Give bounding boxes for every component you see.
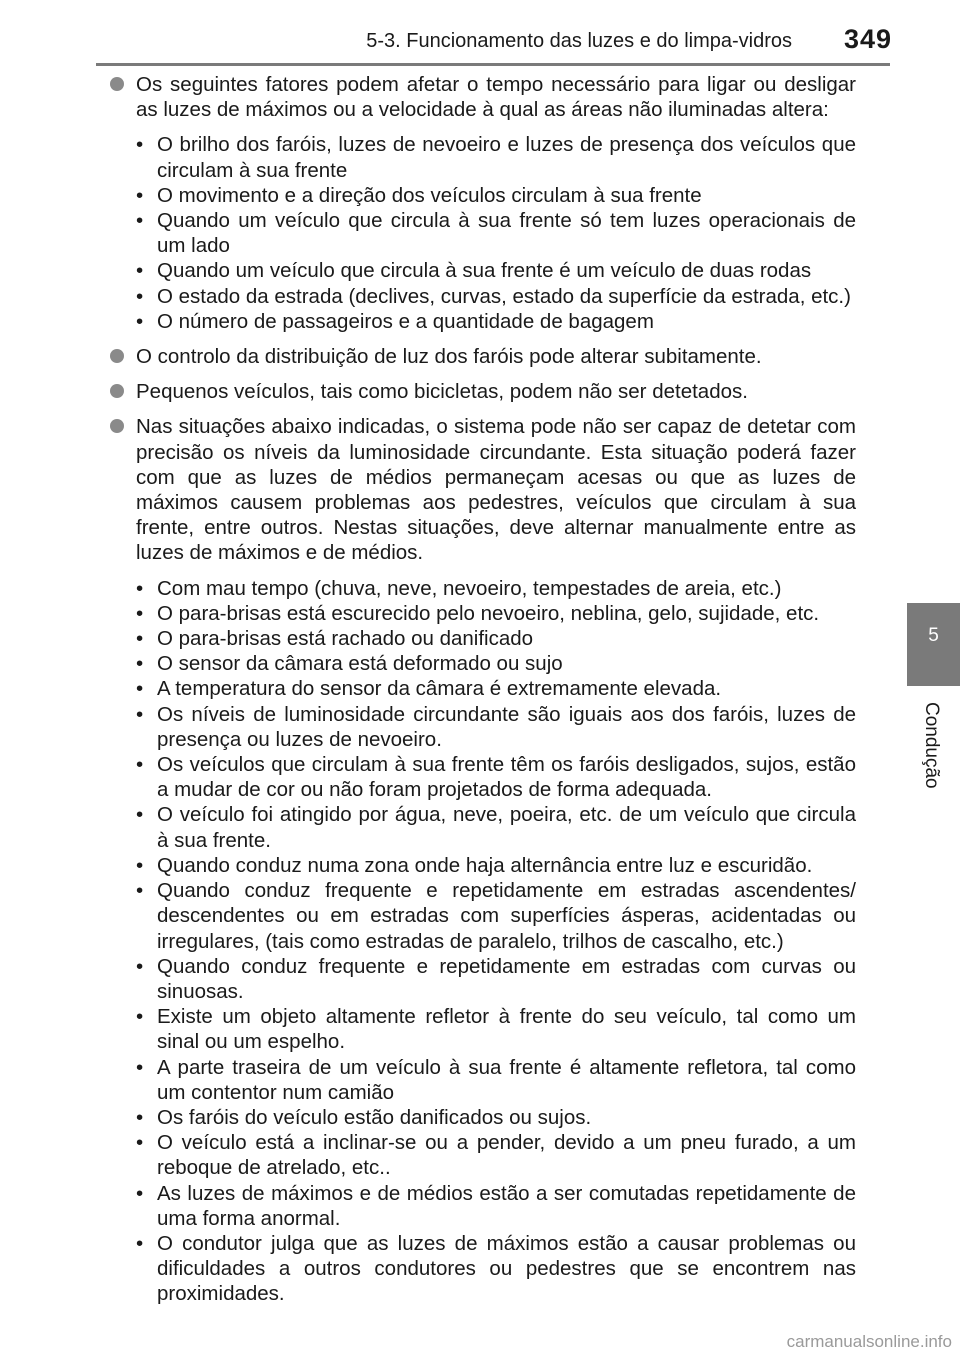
page-content (110, 72, 856, 1317)
list-item: • Quando conduz frequente e repetidamente em estradas ascendentes/ descendentes ou em estradas com superfícies ásperas, acidentadas ou irregulares, (tais como estradas de paralelo, trilhos de cascalho, etc.) (136, 878, 856, 954)
list-item: • O sensor da câmara está deformado ou sujo (136, 651, 856, 676)
chapter-number: 5 (928, 625, 939, 646)
bullet-dot-icon (110, 384, 124, 398)
list-item: • O para-brisas está escurecido pelo nevoeiro, neblina, gelo, sujidade, etc. (136, 601, 856, 626)
page-header (0, 0, 960, 64)
paragraph-text: Pequenos veículos, tais como bicicletas, podem não ser detetados. (136, 380, 748, 404)
chapter-tab (907, 603, 960, 686)
chapter-title: Condução (921, 702, 942, 789)
situations-list (110, 576, 856, 1307)
list-item: • O veículo foi atingido por água, neve, poeira, etc. de um veículo que circula à sua frente. (136, 802, 856, 852)
factors-list (110, 132, 856, 334)
bullet-dot-icon (110, 77, 124, 91)
list-item: • O para-brisas está rachado ou danificado (136, 626, 856, 651)
list-item: • Quando um veículo que circula à sua frente só tem luzes operacionais de um lado (136, 208, 856, 258)
list-item: • Os faróis do veículo estão danificados ou sujos. (136, 1105, 856, 1130)
list-item: • Com mau tempo (chuva, neve, nevoeiro, tempestades de areia, etc.) (136, 576, 856, 601)
page-number: 349 (843, 24, 892, 54)
section-title: 5-3. Funcionamento das luzes e do limpa-vidros (366, 30, 792, 52)
bullet-dot-icon (110, 349, 124, 363)
paragraph-factors (110, 72, 856, 122)
list-item: • Os níveis de luminosidade circundante são iguais aos dos faróis, luzes de presença ou luzes de nevoeiro. (136, 702, 856, 752)
list-item: • O movimento e a direção dos veículos circulam à sua frente (136, 183, 856, 208)
paragraph-small-vehicles (110, 379, 856, 404)
list-item: • Quando conduz numa zona onde haja alternância entre luz e escuridão. (136, 853, 856, 878)
paragraph-text: Nas situações abaixo indicadas, o sistema pode não ser capaz de detetar com precisão os níveis da luminosidade circundante. Esta situação poderá fazer com que as luzes de médios permaneçam acesas ou que as luzes de máximos causem problemas aos pedestres, veículos que circulam à sua frente, entre outros. Nestas situações, deve alternar manualmente entre as luzes de máximos e de médios. (136, 415, 856, 565)
list-item: • A parte traseira de um veículo à sua frente é altamente refletora, tal como um contentor num camião (136, 1055, 856, 1105)
list-item: • Os veículos que circulam à sua frente têm os faróis desligados, sujos, estão a mudar de cor ou não foram projetados de forma adequada. (136, 752, 856, 802)
chapter-title-vertical (920, 702, 948, 802)
header-divider (96, 63, 890, 66)
list-item: • O número de passageiros e a quantidade de bagagem (136, 309, 856, 334)
paragraph-text: O controlo da distribuição de luz dos faróis pode alterar subitamente. (136, 345, 762, 369)
list-item: • Quando conduz frequente e repetidamente em estradas com curvas ou sinuosas. (136, 954, 856, 1004)
list-item: • Existe um objeto altamente refletor à frente do seu veículo, tal como um sinal ou um espelho. (136, 1004, 856, 1054)
list-item: • Quando um veículo que circula à sua frente é um veículo de duas rodas (136, 258, 856, 283)
list-item: • O veículo está a inclinar-se ou a pender, devido a um pneu furado, a um reboque de atrelado, etc.. (136, 1130, 856, 1180)
list-item: • O condutor julga que as luzes de máximos estão a causar problemas ou dificuldades a outros condutores ou pedestres que se encontrem nas proximidades. (136, 1231, 856, 1307)
list-item: • A temperatura do sensor da câmara é extremamente elevada. (136, 676, 856, 701)
paragraph-text: Os seguintes fatores podem afetar o tempo necessário para ligar ou desligar as luzes de máximos ou a velocidade à qual as áreas não iluminadas altera: (136, 73, 856, 122)
watermark: carmanualsonline.info (786, 1332, 952, 1351)
bullet-dot-icon (110, 419, 124, 433)
paragraph-situations (110, 414, 856, 565)
list-item: • O brilho dos faróis, luzes de nevoeiro e luzes de presença dos veículos que circulam à sua frente (136, 132, 856, 182)
list-item: • As luzes de máximos e de médios estão a ser comutadas repetidamente de uma forma anormal. (136, 1181, 856, 1231)
paragraph-light-distribution (110, 344, 856, 369)
list-item: • O estado da estrada (declives, curvas, estado da superfície da estrada, etc.) (136, 284, 856, 309)
